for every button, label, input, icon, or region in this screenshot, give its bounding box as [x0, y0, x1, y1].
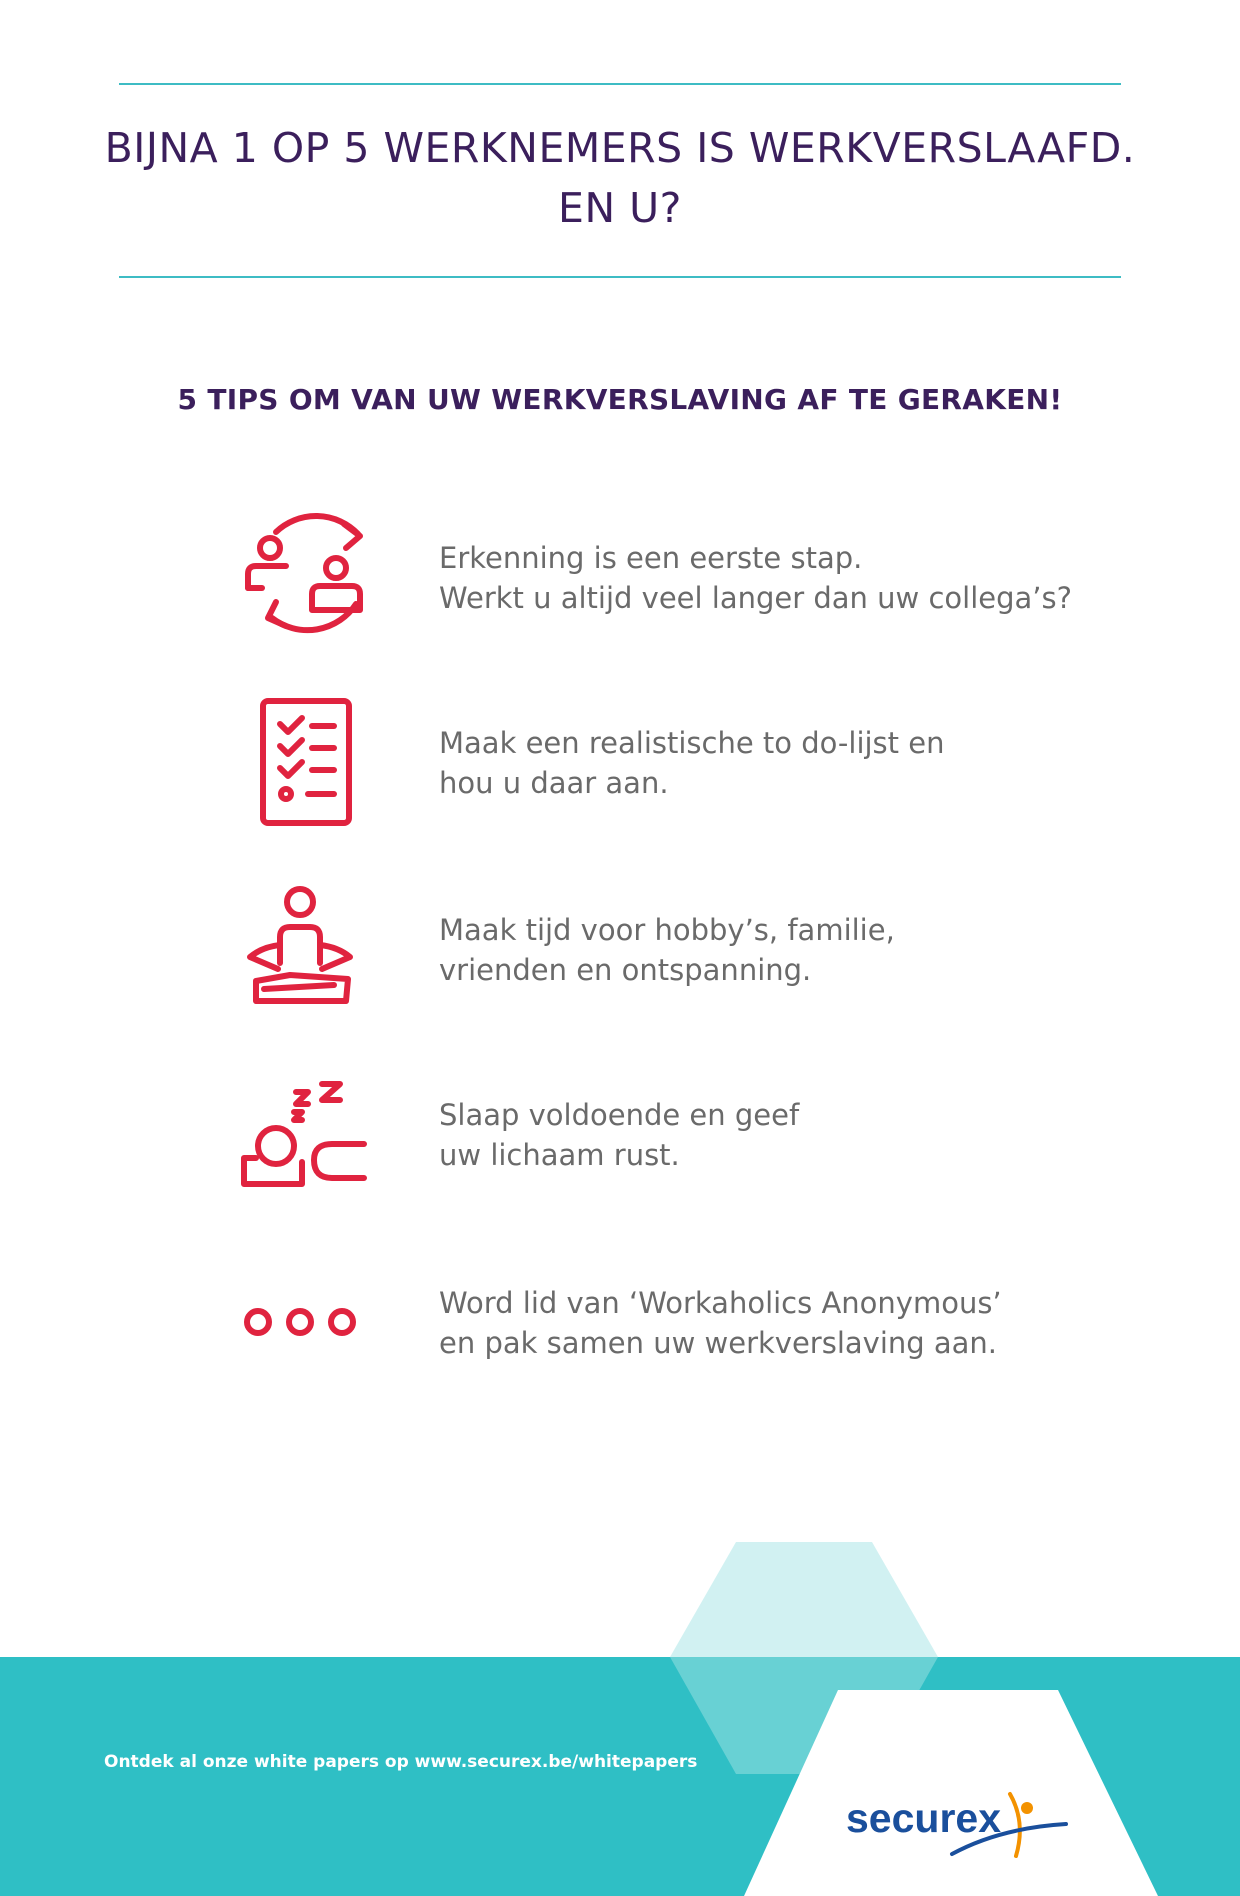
- securex-logo: [840, 1788, 1070, 1872]
- logo-swoosh-orange-icon: [1010, 1794, 1020, 1856]
- page-title-line-2: EN U?: [558, 184, 682, 232]
- tip-3-line-2: vrienden en ontspanning.: [439, 953, 812, 987]
- tip-5-line-2: en pak samen uw werkverslaving aan.: [439, 1326, 998, 1360]
- tip-4-line-2: uw lichaam rust.: [439, 1138, 680, 1172]
- tip-4-line-1: Slaap voldoende en geef: [439, 1098, 800, 1132]
- tip-5-line-1: Word lid van ‘Workaholics Anonymous’: [439, 1286, 1002, 1320]
- tip-2-line-1: Maak een realistische to do-lijst en: [439, 726, 945, 760]
- logo-wordmark: securex: [846, 1795, 1002, 1841]
- tip-1-line-2: Werkt u altijd veel langer dan uw collega’s?: [439, 581, 1073, 615]
- page-title-line-1: BIJNA 1 OP 5 WERKNEMERS IS WERKVERSLAAFD.: [104, 124, 1136, 172]
- logo-dot-icon: [1021, 1802, 1033, 1814]
- tip-3-line-1: Maak tijd voor hobby’s, familie,: [439, 913, 895, 947]
- tips-heading: 5 TIPS OM VAN UW WERKVERSLAVING AF TE GERAKEN!: [177, 383, 1063, 416]
- tip-1-line-1: Erkenning is een eerste stap.: [439, 541, 863, 575]
- footer-link-text[interactable]: Ontdek al onze white papers op www.securex.be/whitepapers: [104, 1752, 698, 1772]
- tip-2-line-2: hou u daar aan.: [439, 766, 669, 800]
